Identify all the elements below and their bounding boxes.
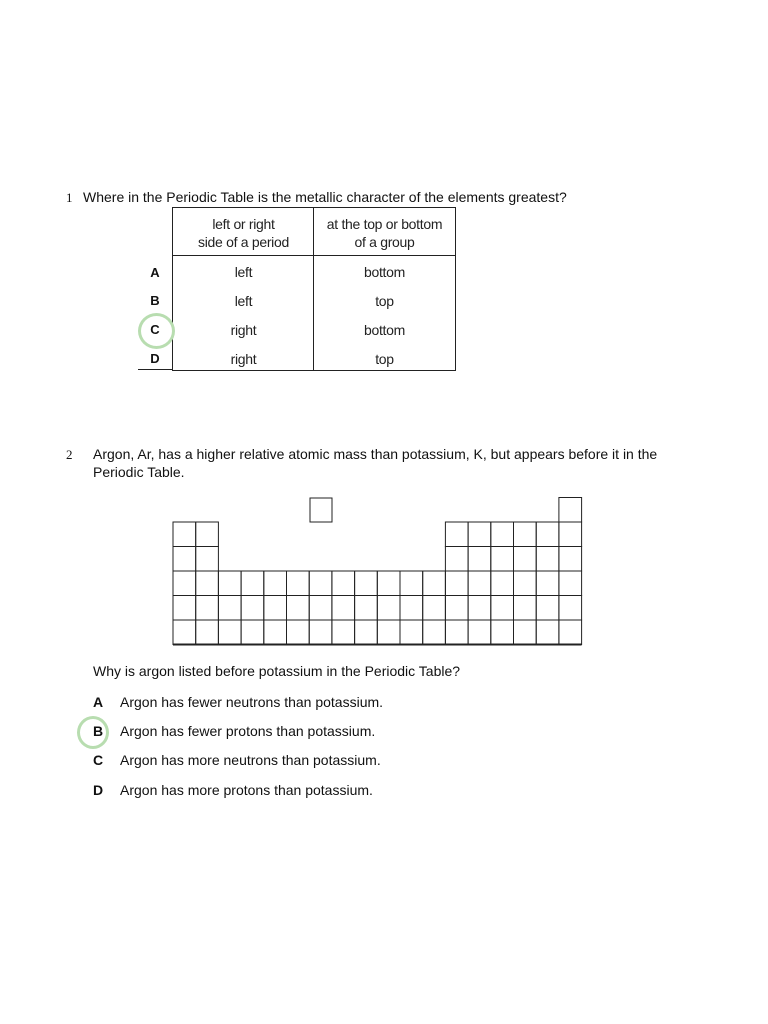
periodic-cell (287, 571, 310, 596)
periodic-cell (196, 522, 219, 547)
periodic-cell (514, 522, 537, 547)
periodic-cell (536, 620, 559, 645)
periodic-cell (241, 620, 264, 645)
periodic-cell (377, 596, 400, 621)
periodic-cell (377, 571, 400, 596)
periodic-cell (196, 596, 219, 621)
periodic-cell (491, 522, 514, 547)
header-col2-line2: of a group (354, 234, 415, 250)
periodic-cell (445, 620, 468, 645)
periodic-cell (196, 547, 219, 572)
periodic-cell (332, 596, 355, 621)
periodic-cell (559, 596, 582, 621)
periodic-cell (173, 522, 196, 547)
table-cell-col2: top (375, 293, 394, 309)
periodic-cell (355, 596, 378, 621)
option-text: Argon has fewer neutrons than potassium. (120, 694, 384, 710)
periodic-cell (218, 596, 241, 621)
periodic-cell (468, 547, 491, 572)
periodic-cell (287, 620, 310, 645)
periodic-cell (514, 620, 537, 645)
periodic-cell (196, 571, 219, 596)
periodic-cell (536, 596, 559, 621)
periodic-cell (264, 596, 287, 621)
periodic-cell (287, 596, 310, 621)
periodic-cell (218, 620, 241, 645)
question-2-number: 2 (66, 447, 73, 462)
header-col2-line1: at the top or bottom (326, 216, 443, 232)
table-cell-col2: bottom (364, 264, 405, 280)
question-2-text-line2: Periodic Table. (93, 464, 185, 480)
question-1-number: 1 (66, 190, 73, 205)
question-2-prompt: Why is argon listed before potassium in the Periodic Table? (93, 663, 461, 679)
periodic-cell (514, 547, 537, 572)
periodic-cell (559, 522, 582, 547)
periodic-cell (332, 571, 355, 596)
answer-mark-circle (77, 716, 109, 749)
periodic-cell (241, 571, 264, 596)
periodic-cell (355, 620, 378, 645)
periodic-cell (264, 620, 287, 645)
periodic-cell (491, 596, 514, 621)
periodic-cell (514, 571, 537, 596)
table-cell-col1: left (234, 264, 253, 280)
table-row-letter: A (150, 265, 160, 280)
periodic-cell (173, 596, 196, 621)
periodic-cell (559, 571, 582, 596)
periodic-cell (173, 547, 196, 572)
option-letter: D (93, 782, 104, 798)
periodic-cell (173, 571, 196, 596)
periodic-cell (468, 596, 491, 621)
periodic-cell (468, 620, 491, 645)
periodic-cell (309, 620, 332, 645)
option-letter: C (93, 752, 104, 768)
periodic-cell (400, 620, 423, 645)
table-cell-col1: left (234, 293, 253, 309)
periodic-cell (423, 596, 446, 621)
periodic-cell (173, 620, 196, 645)
periodic-cell (377, 620, 400, 645)
periodic-cell (241, 596, 264, 621)
periodic-cell (491, 547, 514, 572)
table-cell-col1: right (230, 322, 257, 338)
periodic-cell (491, 571, 514, 596)
periodic-cell (468, 571, 491, 596)
periodic-cell (332, 620, 355, 645)
periodic-cell (514, 596, 537, 621)
periodic-cell (445, 547, 468, 572)
option-letter: B (93, 723, 104, 739)
periodic-cell (196, 620, 219, 645)
table-cell-col2: bottom (364, 322, 405, 338)
table-cell-col2: top (375, 351, 394, 367)
periodic-cell (310, 498, 332, 522)
periodic-cell (355, 571, 378, 596)
option-text: Argon has more protons than potassium. (120, 782, 373, 798)
header-col1-line2: side of a period (198, 234, 289, 250)
periodic-cell (400, 571, 423, 596)
periodic-cell (536, 522, 559, 547)
periodic-cell (218, 571, 241, 596)
periodic-cell (491, 620, 514, 645)
table-row-letter: B (150, 293, 160, 308)
table-cell-col1: right (230, 351, 257, 367)
table-row-letter: C (150, 322, 160, 337)
periodic-cell (264, 571, 287, 596)
periodic-cell (400, 596, 423, 621)
periodic-cell (559, 498, 582, 523)
periodic-cell (445, 596, 468, 621)
question-1-text: Where in the Periodic Table is the metallic character of the elements greatest? (83, 189, 567, 205)
periodic-cell (423, 571, 446, 596)
header-col1-line1: left or right (212, 216, 275, 232)
option-text: Argon has more neutrons than potassium. (120, 752, 381, 768)
option-letter: A (93, 694, 104, 710)
periodic-cell (536, 571, 559, 596)
periodic-cell (536, 547, 559, 572)
periodic-cell (468, 522, 491, 547)
periodic-cell (559, 547, 582, 572)
option-text: Argon has fewer protons than potassium. (120, 723, 376, 739)
periodic-cell (309, 596, 332, 621)
periodic-cell (445, 571, 468, 596)
table-row-letter: D (150, 351, 160, 366)
question-2-text-line1: Argon, Ar, has a higher relative atomic mass than potassium, K, but appears before it in the (93, 446, 658, 462)
periodic-cell (309, 571, 332, 596)
periodic-cell (445, 522, 468, 547)
periodic-cell (559, 620, 582, 645)
periodic-cell (423, 620, 446, 645)
